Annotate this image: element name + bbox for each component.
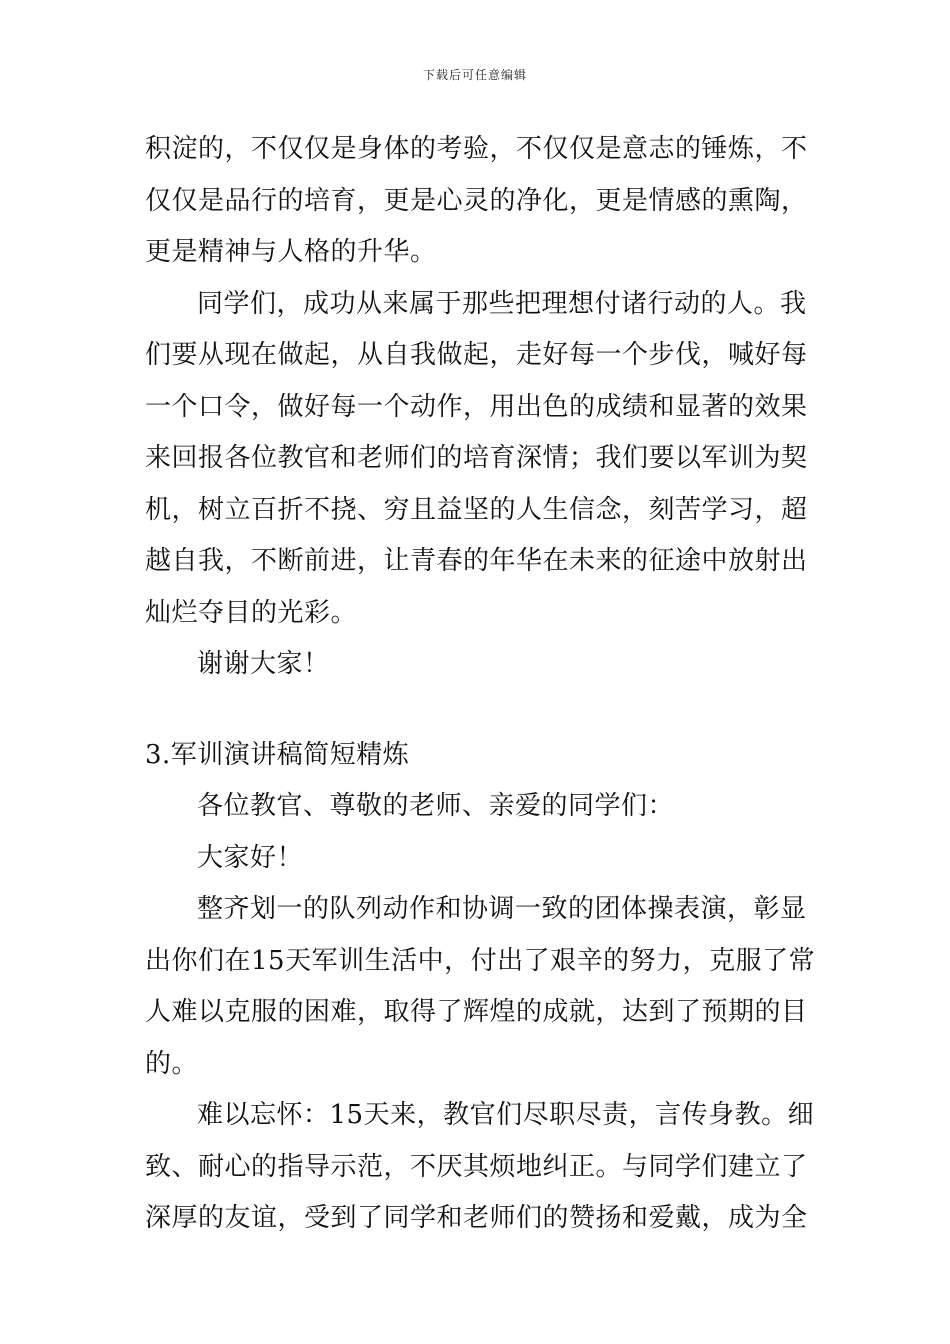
paragraph-line: 整齐划一的队列动作和协调一致的团体操表演，彰显 <box>197 894 807 924</box>
paragraph-line: 机，树立百折不挠、穷且益坚的人生信念，刻苦学习，超 <box>145 494 808 525</box>
paragraph-line: 难以忘怀：15天来，教官们尽职尽责，言传身教。细 <box>197 1100 815 1130</box>
salutation: 各位教官、尊敬的老师、亲爱的同学们： <box>197 791 675 821</box>
paragraph-line: 越自我，不断前进，让青春的年华在未来的征途中放射出 <box>145 546 808 576</box>
paragraph-line: 一个口令，做好每一个动作，用出色的成绩和显著的效果 <box>145 391 808 422</box>
paragraph-line: 同学们，成功从来属于那些把理想付诸行动的人。我 <box>197 288 807 319</box>
section-gap <box>145 691 810 730</box>
paragraph-line: 致、耐心的指导示范，不厌其烦地纠正。与同学们建立了 <box>145 1151 808 1182</box>
paragraph-line: 积淀的，不仅仅是身体的考验，不仅仅是意志的锤炼，不 <box>145 134 808 164</box>
paragraph-line: 出你们在15天军训生活中，付出了艰辛的努力，克服了常 <box>145 945 816 976</box>
paragraph-line: 深厚的友谊，受到了同学和老师们的赞扬和爱戴，成为全 <box>145 1203 808 1233</box>
thanks-line: 谢谢大家！ <box>197 649 330 679</box>
section-title: 3.军训演讲稿简短精炼 <box>145 739 410 770</box>
paragraph-line: 的。 <box>145 1048 199 1079</box>
paragraph-line: 来回报各位教官和老师们的培育深情；我们要以军训为契 <box>145 443 808 473</box>
paragraph-line: 们要从现在做起，从自我做起，走好每一个步伐，喊好每 <box>145 340 808 370</box>
greeting: 大家好！ <box>197 842 304 873</box>
page-header: 下载后可任意编辑 <box>422 68 527 82</box>
paragraph-line: 人难以克服的困难，取得了辉煌的成就，达到了预期的目 <box>145 997 808 1027</box>
document-body <box>145 124 816 1245</box>
paragraph-line: 仅仅是品行的培育，更是心灵的净化，更是情感的熏陶， <box>145 185 808 216</box>
paragraph-line: 灿烂夺目的光彩。 <box>145 597 358 628</box>
paragraph-line: 更是精神与人格的升华。 <box>145 237 437 267</box>
